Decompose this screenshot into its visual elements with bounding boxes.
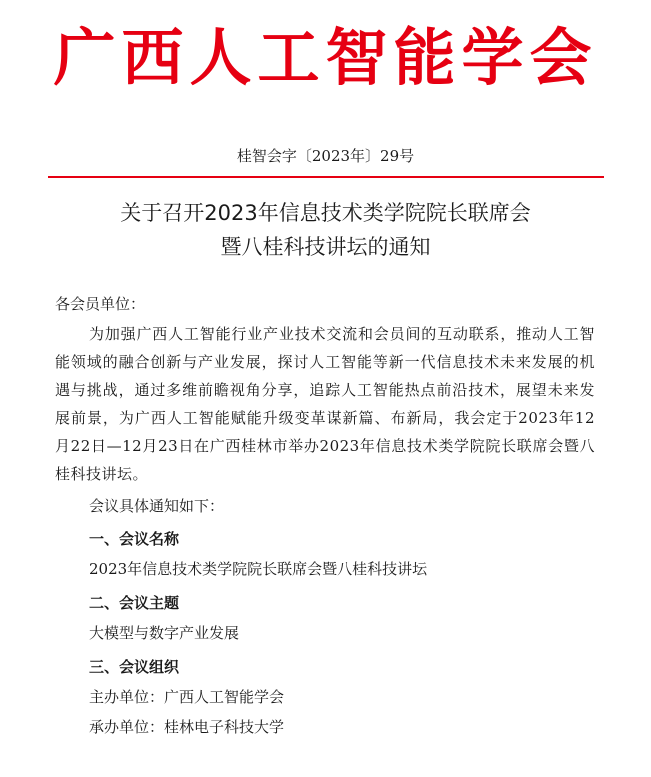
- section-line: 2023年信息技术类学院院长联席会暨八桂科技讲坛: [89, 560, 428, 578]
- section-line: 大模型与数字产业发展: [89, 624, 240, 642]
- section-heading: 二、会议主题: [89, 594, 180, 612]
- section-heading: 一、会议名称: [89, 530, 180, 548]
- section-meeting-theme: [55, 588, 595, 648]
- section-heading: 三、会议组织: [89, 658, 180, 676]
- document-body: [55, 290, 595, 742]
- document-number: 桂智会字〔2023年〕29号: [236, 147, 415, 165]
- org-masthead: 广西人工智能学会: [53, 21, 598, 94]
- title-line-2: 暨八桂科技讲坛的通知: [220, 235, 431, 259]
- section-meeting-name: [55, 524, 595, 584]
- section-meeting-organization: [55, 652, 595, 742]
- salutation: 各会员单位：: [55, 295, 146, 313]
- notice-intro: 会议具体通知如下：: [89, 497, 225, 515]
- organizer-unit: 承办单位：桂林电子科技大学: [89, 718, 285, 736]
- document-title: [0, 196, 651, 264]
- red-divider-line: [48, 176, 604, 178]
- title-line-1: 关于召开2023年信息技术类学院院长联席会: [120, 201, 531, 225]
- host-unit: 主办单位：广西人工智能学会: [89, 688, 285, 706]
- main-paragraph: 为加强广西人工智能行业产业技术交流和会员间的互动联系，推动人工智能领域的融合创新与产业发展，探讨人工智能等新一代信息技术未来发展的机遇与挑战，通过多维前瞻视角分享，追踪人工智能热点前沿技术，展望未来发展前景，为广西人工智能赋能升级变革谋新篇、布新局，我会定于2023年12月22日—12月23日在广西桂林市举办2023年信息技术类学院院长联席会暨八桂科技讲坛。: [55, 325, 595, 483]
